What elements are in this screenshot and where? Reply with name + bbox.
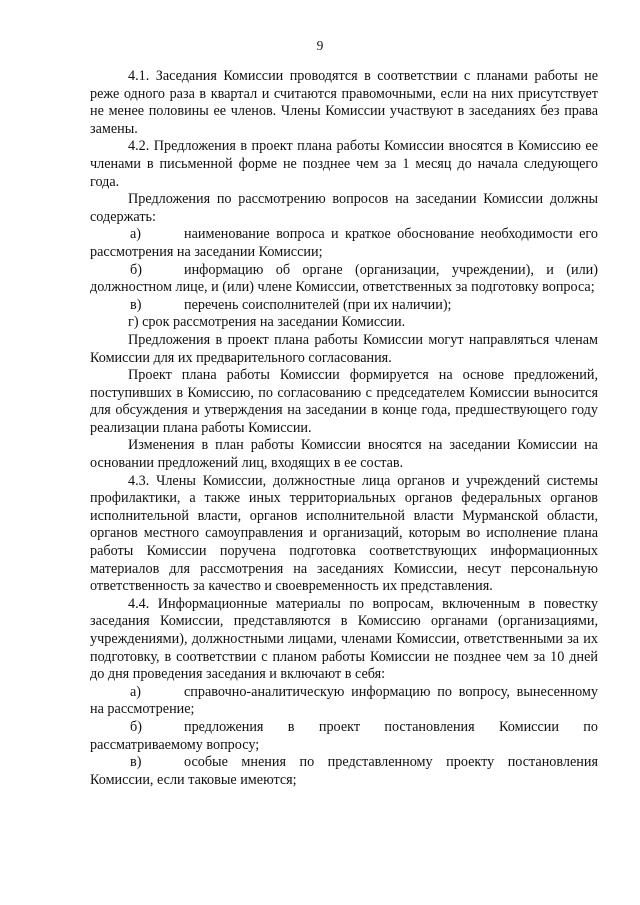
document-body: [90, 68, 598, 789]
list-item-v: [90, 754, 598, 789]
paragraph-plan-formation: Проект плана работы Комиссии формируется на основе предложений, поступивших в Комиссию, по согласованию с председателем Комиссии выносится для обсуждения и утверждения на заседании в конце года, предшествующего году реализации плана работы Комиссии.: [90, 367, 598, 436]
list-marker: в): [130, 754, 142, 771]
list-item-a: [90, 226, 598, 261]
paragraph-plan-changes: Изменения в план работы Комиссии вносятся на заседании Комиссии на основании предложений лиц, входящих в ее состав.: [90, 437, 598, 472]
list-marker: б): [130, 718, 142, 735]
list-marker: а): [130, 683, 142, 700]
list-item-a: [90, 684, 598, 719]
list-item-b: [90, 719, 598, 754]
list-marker: а): [130, 226, 142, 243]
list-item-b: [90, 262, 598, 297]
list-item-text: наименование вопроса и краткое обоснование необходимости его рассмотрения на заседании Комиссии;: [90, 226, 598, 260]
list-item-text: перечень соисполнителей (при их наличии);: [184, 296, 452, 313]
list-item-text: предложения в проект постановления Комиссии по рассматриваемому вопросу;: [90, 718, 598, 753]
page-number: 9: [316, 38, 324, 53]
list-item-text: справочно-аналитическую информацию по вопросу, вынесенному на рассмотрение;: [90, 683, 598, 718]
list-item-v: [90, 297, 598, 315]
list-item-g: г) срок рассмотрения на заседании Комиссии.: [128, 314, 406, 331]
paragraph-4-3: 4.3. Члены Комиссии, должностные лица органов и учреждений системы профилактики, а также иных территориальных органов федеральных органов исполнительной власти, органов исполнительной власти Мурманской области, органов местного самоуправления и организаций, которым во исполнение плана работы Комиссии поручена подготовка соответствующих информационных материалов для рассмотрения на заседаниях Комиссии, несут персональную ответственность за качество и своевременность их представления.: [90, 472, 598, 595]
list-item-text: информацию об органе (организации, учреждении), и (или) должностном лице, и (или) члене Комиссии, ответственных за подготовку вопроса;: [90, 261, 598, 296]
list-item-text: особые мнения по представленному проекту постановления Комиссии, если таковые имеются;: [90, 754, 598, 788]
paragraph-4-2: 4.2. Предложения в проект плана работы Комиссии вносятся в Комиссию ее членами в письменной форме не позднее чем за 1 месяц до начала следующего года.: [90, 138, 598, 190]
list-marker: в): [130, 296, 142, 313]
paragraph-4-4: 4.4. Информационные материалы по вопросам, включенным в повестку заседания Комиссии, представляются в Комиссию органами (организациями, учреждениями), должностными лицами, членами Комиссии, ответственными за их подготовку, в соответствии с планом работы Комиссии не позднее чем за 10 дней до дня проведения заседания и включают в себя:: [90, 595, 598, 683]
list-marker: б): [130, 261, 142, 278]
paragraph-preliminary-approval: Предложения в проект плана работы Комиссии могут направляться членам Комиссии для их предварительного согласования.: [90, 331, 598, 366]
paragraph-4-1: 4.1. Заседания Комиссии проводятся в соответствии с планами работы не реже одного раза в квартал и считаются правомочными, если на них присутствует не менее половины ее членов. Члены Комиссии участвуют в заседаниях без права замены.: [90, 68, 598, 137]
paragraph-proposals-intro: Предложения по рассмотрению вопросов на заседании Комиссии должны содержать:: [90, 191, 598, 225]
